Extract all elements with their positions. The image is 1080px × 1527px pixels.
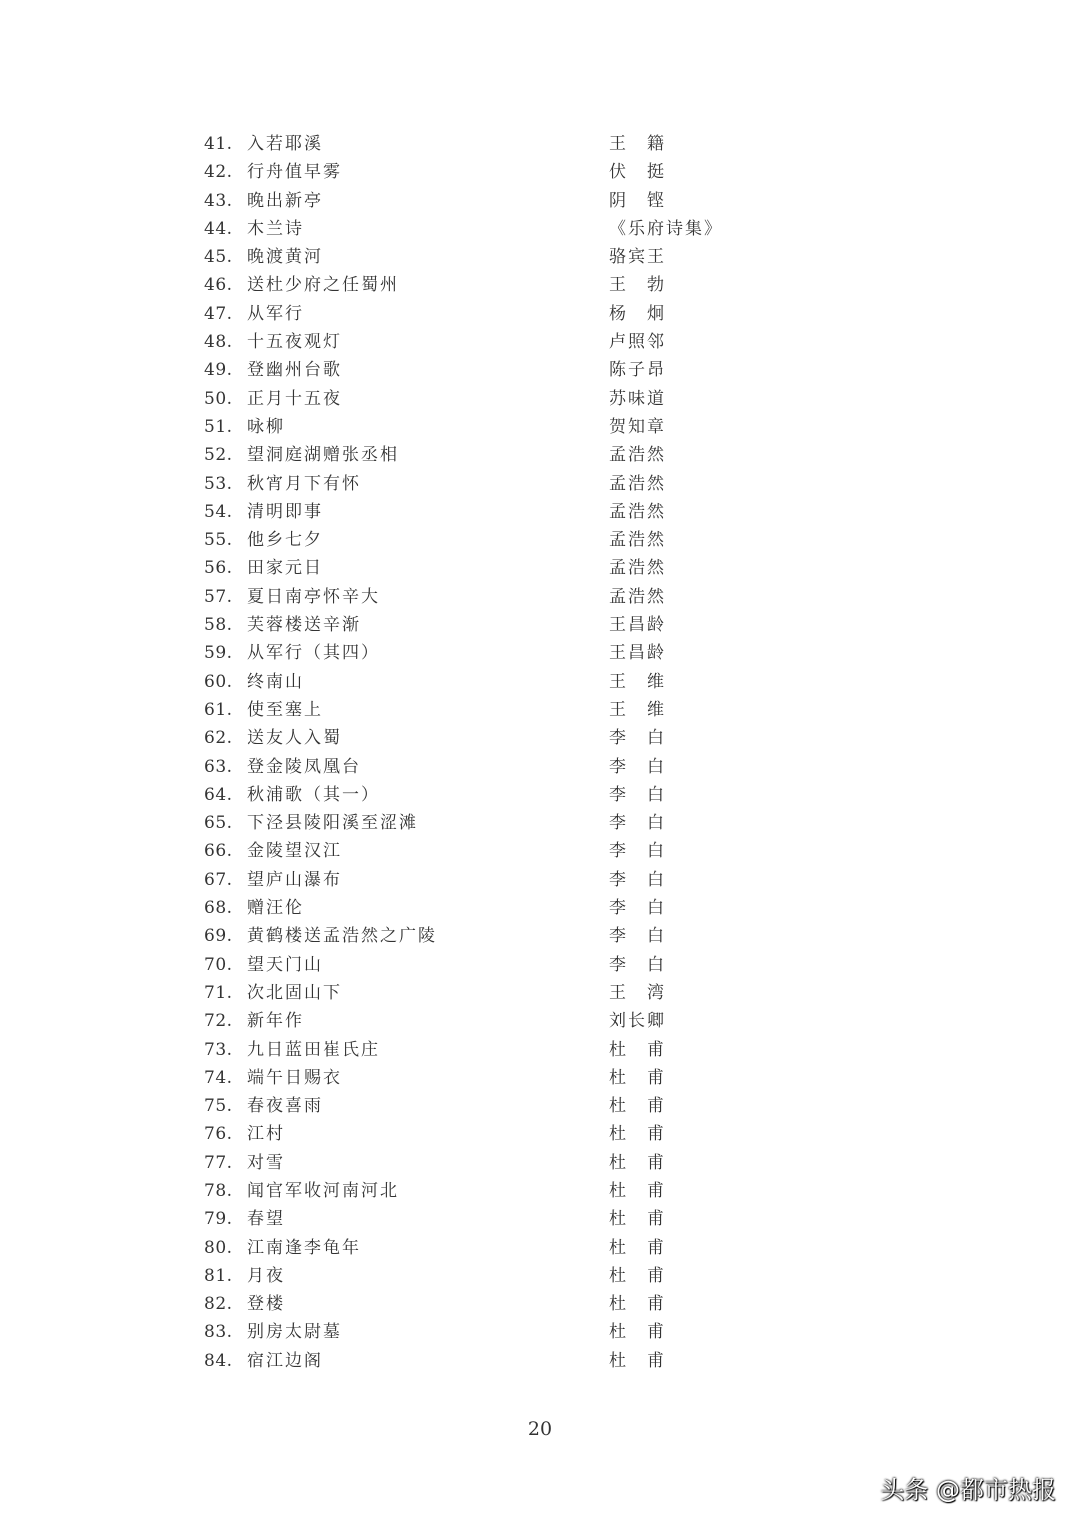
poem-author: 杜 甫 [609, 1096, 666, 1117]
poem-title: 送友人入蜀 [247, 728, 342, 749]
poem-author: 杜 甫 [609, 1209, 666, 1230]
list-item [0, 1064, 1080, 1092]
poem-author: 孟浩然 [609, 586, 666, 607]
list-item [0, 413, 1080, 441]
list-item [0, 470, 1080, 498]
entry-number: 45. [204, 247, 233, 268]
entry-number: 68. [204, 898, 233, 919]
poem-title: 终南山 [247, 671, 304, 692]
list-item [0, 385, 1080, 413]
entry-number: 60. [204, 671, 233, 692]
list-item [0, 526, 1080, 554]
entry-number: 57. [204, 586, 233, 607]
poem-title: 清明即事 [247, 501, 323, 522]
list-item [0, 611, 1080, 639]
entry-number: 82. [204, 1294, 233, 1315]
entry-number: 70. [204, 954, 233, 975]
entry-number: 81. [204, 1265, 233, 1286]
list-item [0, 1205, 1080, 1233]
poem-title: 使至塞上 [247, 699, 323, 720]
poem-author: 杜 甫 [609, 1237, 666, 1258]
list-item [0, 130, 1080, 158]
poem-title: 对雪 [247, 1152, 285, 1173]
entry-number: 64. [204, 784, 233, 805]
entry-number: 66. [204, 841, 233, 862]
entry-number: 62. [204, 728, 233, 749]
poem-author: 王 湾 [609, 982, 666, 1003]
poem-title: 秋浦歌（其一） [247, 784, 380, 805]
entry-number: 58. [204, 615, 233, 636]
poem-title: 九日蓝田崔氏庄 [247, 1039, 380, 1060]
poem-author: 杜 甫 [609, 1322, 666, 1343]
list-item [0, 979, 1080, 1007]
entry-number: 78. [204, 1180, 233, 1201]
poem-author: 苏味道 [609, 388, 666, 409]
entry-number: 46. [204, 275, 233, 296]
poem-author: 杨 炯 [609, 303, 666, 324]
list-item [0, 1120, 1080, 1148]
entry-number: 71. [204, 982, 233, 1003]
poem-author: 李 白 [609, 954, 666, 975]
poem-author: 贺知章 [609, 416, 666, 437]
poem-author: 《乐府诗集》 [609, 218, 723, 239]
poem-author: 伏 挺 [609, 162, 666, 183]
poem-author: 刘长卿 [609, 1011, 666, 1032]
poem-title: 月夜 [247, 1265, 285, 1286]
poem-title: 夏日南亭怀辛大 [247, 586, 380, 607]
entry-number: 47. [204, 303, 233, 324]
entry-number: 77. [204, 1152, 233, 1173]
entry-number: 55. [204, 530, 233, 551]
list-item [0, 583, 1080, 611]
poem-list [0, 130, 1080, 1375]
poem-title: 从军行（其四） [247, 643, 380, 664]
watermark: 头条 @都市热报 [880, 1476, 1056, 1504]
poem-title: 登幽州台歌 [247, 360, 342, 381]
poem-author: 孟浩然 [609, 558, 666, 579]
poem-author: 杜 甫 [609, 1180, 666, 1201]
entry-number: 80. [204, 1237, 233, 1258]
list-item [0, 1149, 1080, 1177]
list-item [0, 1318, 1080, 1346]
poem-title: 别房太尉墓 [247, 1322, 342, 1343]
entry-number: 44. [204, 218, 233, 239]
poem-title: 望庐山瀑布 [247, 869, 342, 890]
list-item [0, 271, 1080, 299]
poem-author: 阴 铿 [609, 190, 666, 211]
poem-title: 宿江边阁 [247, 1350, 323, 1371]
list-item [0, 243, 1080, 271]
entry-number: 52. [204, 445, 233, 466]
poem-author: 杜 甫 [609, 1265, 666, 1286]
list-item [0, 1234, 1080, 1262]
poem-author: 杜 甫 [609, 1152, 666, 1173]
poem-author: 杜 甫 [609, 1350, 666, 1371]
entry-number: 42. [204, 162, 233, 183]
list-item [0, 1262, 1080, 1290]
list-item [0, 1290, 1080, 1318]
list-item [0, 781, 1080, 809]
poem-author: 李 白 [609, 898, 666, 919]
entry-number: 50. [204, 388, 233, 409]
page-number: 20 [527, 1418, 553, 1440]
poem-author: 卢照邻 [609, 332, 666, 353]
poem-author: 王 勃 [609, 275, 666, 296]
poem-title: 登楼 [247, 1294, 285, 1315]
list-item [0, 356, 1080, 384]
poem-author: 孟浩然 [609, 530, 666, 551]
poem-author: 杜 甫 [609, 1294, 666, 1315]
poem-author: 王昌龄 [609, 615, 666, 636]
poem-title: 登金陵凤凰台 [247, 756, 361, 777]
poem-title: 金陵望汉江 [247, 841, 342, 862]
entry-number: 79. [204, 1209, 233, 1230]
entry-number: 63. [204, 756, 233, 777]
poem-title: 晚出新亭 [247, 190, 323, 211]
poem-author: 王昌龄 [609, 643, 666, 664]
poem-title: 十五夜观灯 [247, 332, 342, 353]
poem-title: 下泾县陵阳溪至涩滩 [247, 813, 418, 834]
entry-number: 59. [204, 643, 233, 664]
poem-title: 送杜少府之任蜀州 [247, 275, 399, 296]
entry-number: 53. [204, 473, 233, 494]
entry-number: 75. [204, 1096, 233, 1117]
poem-title: 黄鹤楼送孟浩然之广陵 [247, 926, 437, 947]
poem-title: 春望 [247, 1209, 285, 1230]
list-item [0, 158, 1080, 186]
list-item [0, 866, 1080, 894]
list-item [0, 187, 1080, 215]
list-item [0, 1092, 1080, 1120]
poem-title: 望天门山 [247, 954, 323, 975]
list-item [0, 1007, 1080, 1035]
list-item [0, 328, 1080, 356]
poem-title: 入若耶溪 [247, 134, 323, 154]
list-item [0, 441, 1080, 469]
list-item [0, 696, 1080, 724]
poem-author: 孟浩然 [609, 501, 666, 522]
poem-title: 咏柳 [247, 416, 285, 437]
poem-title: 芙蓉楼送辛渐 [247, 615, 361, 636]
poem-title: 从军行 [247, 303, 304, 324]
list-item [0, 894, 1080, 922]
entry-number: 83. [204, 1322, 233, 1343]
poem-author: 杜 甫 [609, 1067, 666, 1088]
entry-number: 67. [204, 869, 233, 890]
list-item [0, 1347, 1080, 1375]
poem-title: 次北固山下 [247, 982, 342, 1003]
poem-title: 望洞庭湖赠张丞相 [247, 445, 399, 466]
poem-author: 杜 甫 [609, 1124, 666, 1145]
list-item [0, 554, 1080, 582]
list-item [0, 300, 1080, 328]
entry-number: 69. [204, 926, 233, 947]
poem-author: 王 维 [609, 699, 666, 720]
list-item [0, 1036, 1080, 1064]
list-item [0, 1177, 1080, 1205]
poem-title: 江南逢李龟年 [247, 1237, 361, 1258]
entry-number: 56. [204, 558, 233, 579]
list-item [0, 753, 1080, 781]
poem-author: 李 白 [609, 869, 666, 890]
list-item [0, 215, 1080, 243]
entry-number: 54. [204, 501, 233, 522]
poem-author: 孟浩然 [609, 473, 666, 494]
entry-number: 73. [204, 1039, 233, 1060]
entry-number: 72. [204, 1011, 233, 1032]
entry-number: 61. [204, 699, 233, 720]
poem-author: 骆宾王 [609, 247, 666, 268]
list-item [0, 498, 1080, 526]
entry-number: 51. [204, 416, 233, 437]
poem-author: 李 白 [609, 841, 666, 862]
poem-title: 秋宵月下有怀 [247, 473, 361, 494]
entry-number: 84. [204, 1350, 233, 1371]
list-item [0, 668, 1080, 696]
list-item [0, 837, 1080, 865]
poem-author: 李 白 [609, 926, 666, 947]
poem-title: 春夜喜雨 [247, 1096, 323, 1117]
poem-author: 王 籍 [609, 134, 666, 154]
poem-title: 行舟值早雾 [247, 162, 342, 183]
poem-author: 李 白 [609, 784, 666, 805]
entry-number: 48. [204, 332, 233, 353]
poem-author: 杜 甫 [609, 1039, 666, 1060]
entry-number: 74. [204, 1067, 233, 1088]
entry-number: 43. [204, 190, 233, 211]
poem-title: 赠汪伦 [247, 898, 304, 919]
poem-title: 他乡七夕 [247, 530, 323, 551]
list-item [0, 639, 1080, 667]
poem-author: 王 维 [609, 671, 666, 692]
poem-author: 李 白 [609, 728, 666, 749]
list-item [0, 922, 1080, 950]
poem-title: 江村 [247, 1124, 285, 1145]
poem-author: 李 白 [609, 813, 666, 834]
list-item [0, 724, 1080, 752]
entry-number: 41. [204, 134, 233, 154]
poem-title: 新年作 [247, 1011, 304, 1032]
poem-title: 木兰诗 [247, 218, 304, 239]
list-item [0, 951, 1080, 979]
poem-title: 田家元日 [247, 558, 323, 579]
entry-number: 49. [204, 360, 233, 381]
list-item [0, 809, 1080, 837]
entry-number: 76. [204, 1124, 233, 1145]
poem-title: 晚渡黄河 [247, 247, 323, 268]
entry-number: 65. [204, 813, 233, 834]
poem-title: 端午日赐衣 [247, 1067, 342, 1088]
poem-author: 李 白 [609, 756, 666, 777]
poem-author: 孟浩然 [609, 445, 666, 466]
poem-author: 陈子昂 [609, 360, 666, 381]
poem-title: 闻官军收河南河北 [247, 1180, 399, 1201]
poem-title: 正月十五夜 [247, 388, 342, 409]
